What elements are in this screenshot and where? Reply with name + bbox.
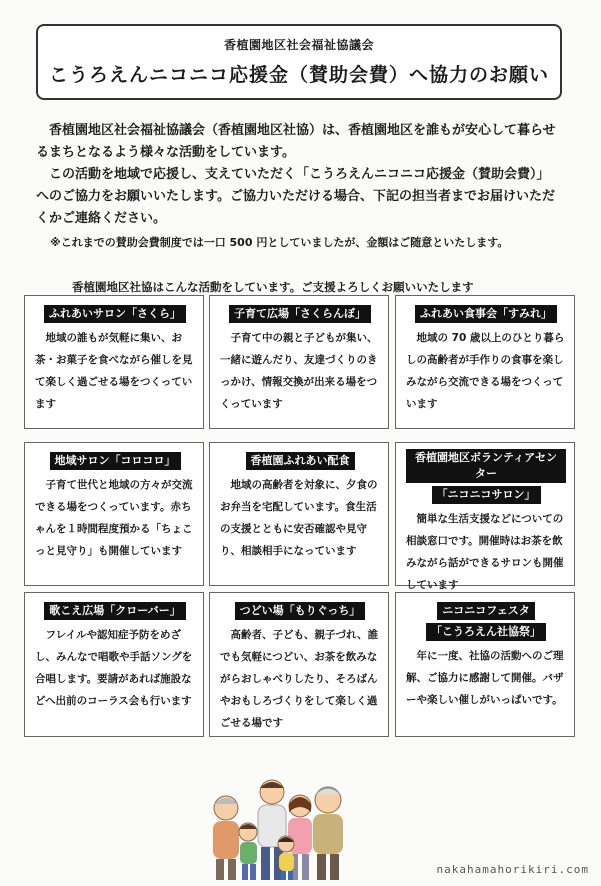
activity-title: 地域サロン「コロコロ」 [50, 452, 181, 470]
activity-title: ふれあいサロン「さくら」 [44, 305, 186, 323]
activity-card-korokoro [24, 442, 204, 586]
membership-note: ※これまでの賛助会費制度では一口 500 円としていましたが、金額はご随意といたします。 [50, 236, 509, 249]
activity-title: 香植園地区ボランティアセンター [406, 449, 566, 483]
activity-description: 年に一度、社協の活動へのご理解、ご協力に感謝して開催。バザーや楽しい催しがいっぱいです。 [406, 650, 564, 706]
site-watermark: nakahamahorikiri.com [436, 863, 589, 876]
activity-card-festa [395, 592, 575, 737]
grandmother-figure [213, 796, 239, 880]
activity-description: 子育て世代と地域の方々が交流できる場をつくっています。赤ちゃんを１時間程度預かる「ちょこっと見守り」も開催しています [35, 479, 193, 557]
intro-text [36, 120, 558, 230]
child-figure [239, 823, 257, 880]
activity-description: 地域の高齢者を対象に、夕食のお弁当を宅配しています。食生活の支援とともに安否確認や見守り、相談相手になっています [220, 479, 378, 557]
activity-card-sakura [24, 295, 204, 429]
activity-card-sakuranbo [209, 295, 389, 429]
activity-description: 子育て中の親と子どもが集い、一緒に遊んだり、友達づくりのきっかけ、情報交換が出来る場をつくっています [220, 332, 378, 410]
intro-paragraph-2: この活動を地域で応援し、支えていただく「こうろえんニコニコ応援金（賛助会費）」へのご協力をお願いいたします。ご協力いただける場合、下記の担当者までお届けいただくかご連絡ください。 [36, 167, 555, 226]
activity-card-clover [24, 592, 204, 737]
org-name: 香植園地区社会福祉協議会 [223, 38, 374, 52]
activity-card-volunteer-center [395, 442, 575, 591]
activity-title: 歌こえ広場「クローバー」 [44, 602, 185, 620]
activity-card-haishoku [209, 442, 389, 586]
activity-title: ふれあい食事会「すみれ」 [415, 305, 557, 323]
page-title: こうろえんニコニコ応援金（賛助会費）へ協力のお願い [48, 64, 549, 86]
activity-subtitle: 「ニコニコサロン」 [432, 486, 541, 504]
activity-title: つどい場「もりぐっち」 [235, 602, 366, 620]
family-illustration [200, 772, 360, 884]
activity-title: ニコニコフェスタ [437, 602, 534, 620]
grandfather-figure [313, 787, 343, 880]
activity-description: 地域の誰もが気軽に集い、お茶・お菓子を食べながら催しを見て楽しく過ごせる場をつくっています [35, 332, 193, 410]
activity-card-sumire [395, 295, 575, 429]
activity-subtitle: 「こうろえん社協祭」 [426, 623, 546, 641]
header-box [36, 24, 562, 100]
activity-description: 簡単な生活支援などについての相談窓口です。開催時はお茶を飲みながら話ができるサロンも開催しています [406, 513, 564, 591]
activity-description: 地域の 70 歳以上のひとり暮らしの高齢者が手作りの食事を楽しみながら交流できる場をつくっています [406, 332, 565, 410]
activity-title: 香植園ふれあい配食 [246, 452, 355, 470]
activity-description: フレイルや認知症予防をめざし、みんなで唱歌や手話ソングを合唱します。要請があれば施設などへ出前のコーラス会も行います [35, 629, 193, 707]
intro-paragraph-1: 香植園地区社会福祉協議会（香植園地区社協）は、香植園地区を誰もが安心して暮らせるまちとなるよう様々な活動をしています。 [36, 123, 556, 160]
activity-description: 高齢者、子ども、親子づれ、誰でも気軽につどい、お茶を飲みながらおしゃべりしたり、そろばんやおもしろづくりをして楽しく過ごせる場です [220, 629, 379, 729]
section-heading: 香植園地区社協はこんな活動をしています。ご支援よろしくお願いいたします [72, 280, 474, 294]
activity-card-moriguchi [209, 592, 389, 737]
activity-title: 子育て広場「さくらんぼ」 [229, 305, 371, 323]
